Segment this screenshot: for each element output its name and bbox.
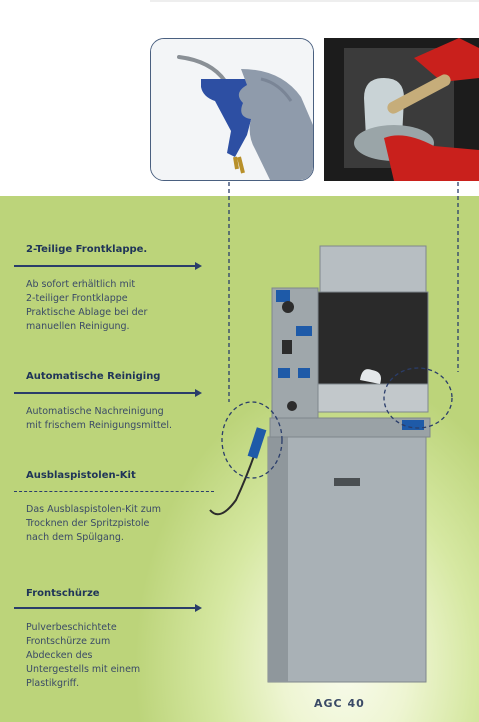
body-line: 2-teiliger Frontklappe xyxy=(26,293,128,304)
section-title-reinigung: Automatische Reiniging xyxy=(26,371,161,382)
body-line: mit frischem Reinigungsmittel. xyxy=(26,420,173,431)
section-body-ausblaspistole xyxy=(26,503,196,545)
body-line: nach dem Spülgang. xyxy=(26,532,124,543)
body-line: Pulverbeschichtete xyxy=(26,622,117,633)
body-line: Frontschürze zum xyxy=(26,636,111,647)
body-line: Abdecken des xyxy=(26,650,93,661)
section-title-frontschuerze: Frontschürze xyxy=(26,588,100,599)
dashed-connector-ausblaspistole xyxy=(14,491,214,492)
body-line: manuellen Reinigung. xyxy=(26,321,130,332)
arrow-reinigung xyxy=(14,392,200,394)
body-line: Automatische Nachreinigung xyxy=(26,406,164,417)
section-title-ausblaspistole: Ausblaspistolen-Kit xyxy=(26,470,136,481)
body-line: Das Ausblaspistolen-Kit zum xyxy=(26,504,161,515)
section-title-frontklappe: 2-Teilige Frontklappe. xyxy=(26,244,148,255)
model-label: AGC 40 xyxy=(314,697,365,710)
body-line: Untergestells mit einem xyxy=(26,664,141,675)
section-body-frontklappe xyxy=(26,278,196,334)
body-line: Plastikgriff. xyxy=(26,678,80,689)
body-line: Trocknen der Spritzpistole xyxy=(26,518,150,529)
body-line: Praktische Ablage bei der xyxy=(26,307,148,318)
section-body-frontschuerze xyxy=(26,621,196,691)
body-line: Ab sofort erhältlich mit xyxy=(26,279,136,290)
section-body-reinigung xyxy=(26,405,196,433)
arrow-frontklappe xyxy=(14,265,200,267)
arrow-frontschuerze xyxy=(14,607,200,609)
